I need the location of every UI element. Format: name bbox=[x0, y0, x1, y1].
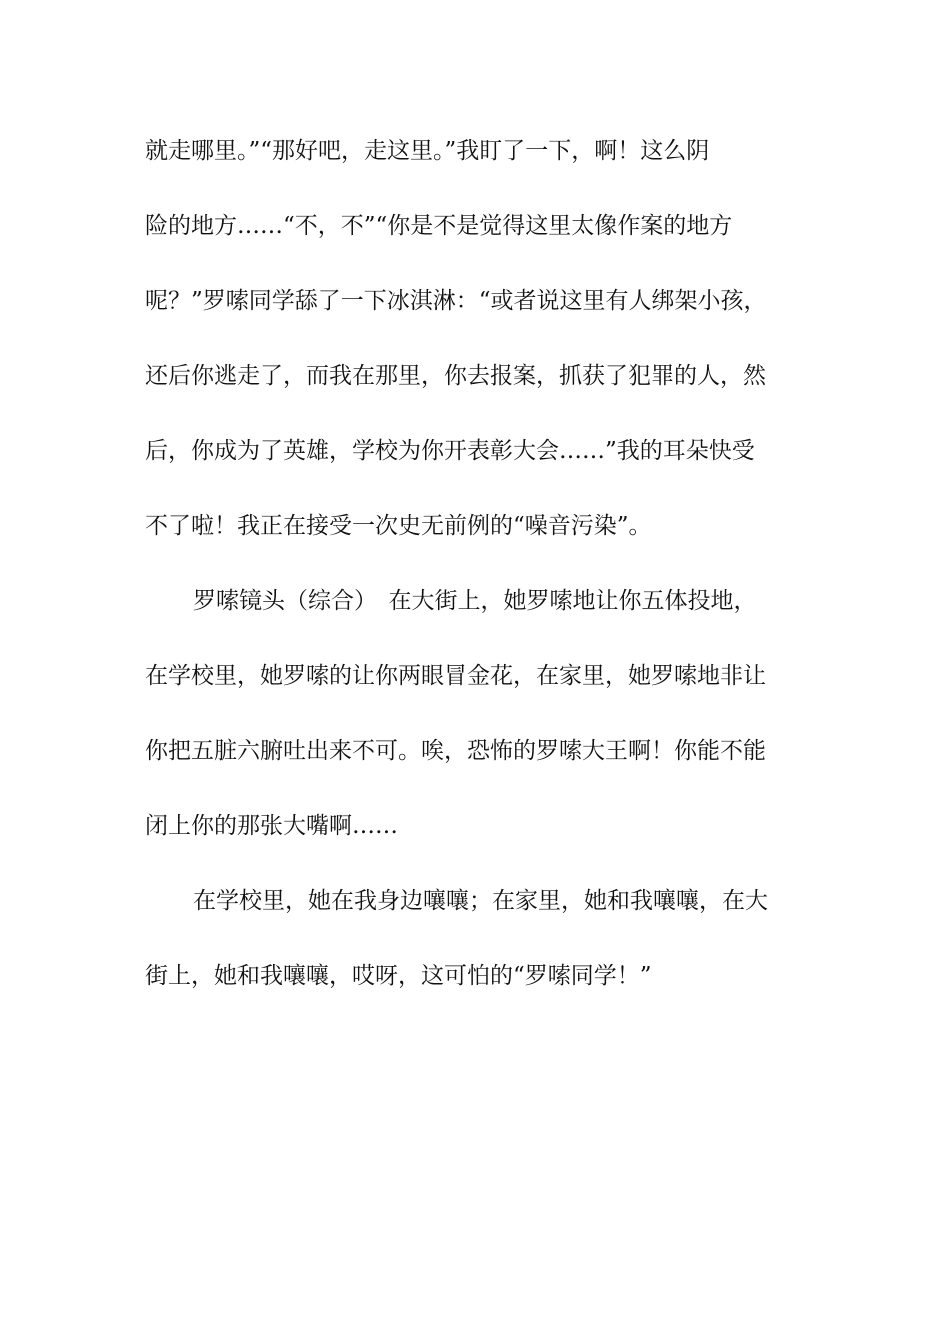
text-line: 不了啦！我正在接受一次史无前例的“噪音污染”。 bbox=[145, 513, 652, 539]
text-line: 就走哪里。”“那好吧，走这里。”我盯了一下，啊！这么阴 bbox=[145, 138, 710, 164]
text-line: 后，你成为了英雄，学校为你开表彰大会……”我的耳朵快受 bbox=[145, 438, 755, 464]
paragraph-start-line: 在学校里，她在我身边嚷嚷；在家里，她和我嚷嚷，在大 bbox=[193, 888, 768, 914]
text-line: 还后你逃走了，而我在那里，你去报案，抓获了犯罪的人，然 bbox=[145, 363, 766, 389]
text-line: 呢？”罗嗦同学舔了一下冰淇淋：“或者说这里有人绑架小孩， bbox=[145, 288, 767, 314]
document-body bbox=[145, 128, 825, 1028]
text-line: 街上，她和我嚷嚷，哎呀，这可怕的“罗嗦同学！” bbox=[145, 963, 652, 989]
text-line: 在学校里，她罗嗦的让你两眼冒金花，在家里，她罗嗦地非让 bbox=[145, 663, 766, 689]
text-line: 你把五脏六腑吐出来不可。唉，恐怖的罗嗦大王啊！你能不能 bbox=[145, 738, 766, 764]
paragraph-start-line: 罗嗦镜头（综合） 在大街上，她罗嗦地让你五体投地， bbox=[193, 588, 757, 614]
text-line: 险的地方……“不，不”“你是不是觉得这里太像作案的地方 bbox=[145, 213, 733, 239]
text-line: 闭上你的那张大嘴啊…… bbox=[145, 813, 398, 839]
